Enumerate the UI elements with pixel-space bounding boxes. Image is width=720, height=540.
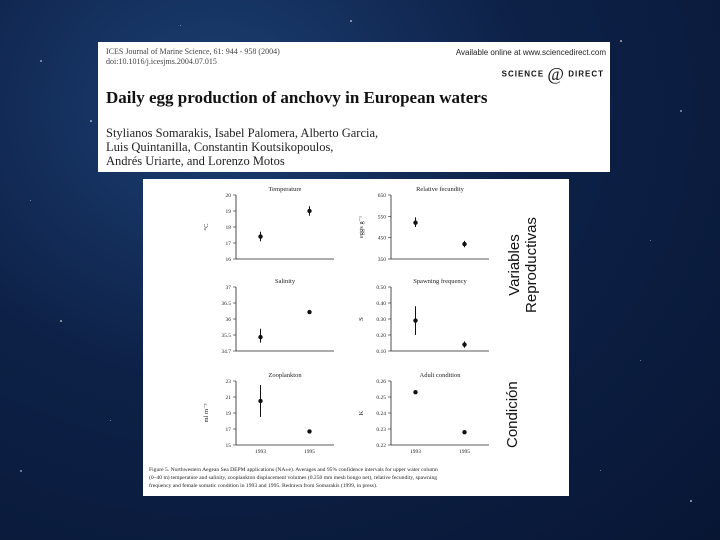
y-axis-label: K: [358, 410, 365, 416]
at-logo-icon: @: [547, 64, 565, 84]
author-line: Luis Quintanilla, Constantin Koutsikopoulos,: [106, 140, 334, 154]
panel-title: Spawning frequency: [413, 278, 467, 285]
y-tick-label: 0.22: [376, 443, 386, 449]
author-line: Stylianos Somarakis, Isabel Palomera, Alberto Garcia,: [106, 126, 379, 140]
y-tick-label: 21: [225, 395, 231, 401]
data-point: [413, 390, 417, 394]
y-tick-label: 550: [377, 214, 386, 221]
paper-header: [98, 42, 610, 172]
y-tick-label: 37: [225, 285, 231, 291]
y-axis-label: eggs g⁻¹: [358, 215, 365, 239]
y-tick-label: 20: [225, 193, 231, 199]
data-point: [258, 234, 262, 238]
y-tick-label: 15: [225, 443, 231, 449]
x-tick-label: 1993: [255, 449, 266, 455]
author-list: [106, 126, 466, 168]
data-point: [413, 221, 417, 225]
y-tick-label: 17: [225, 427, 231, 433]
y-tick-label: 0.50: [376, 285, 386, 291]
journal-info: [106, 47, 280, 67]
y-axis-label: S: [358, 317, 365, 321]
y-tick-label: 34.7: [221, 349, 231, 355]
y-tick-label: 19: [225, 411, 231, 417]
figure-caption-line: Figure 5. Northwestern Aegean Sea DEPM applications (NA±e). Averages and 95% confidence intervals for upper water column: [149, 467, 438, 473]
condition-label: Condición: [504, 381, 521, 448]
y-tick-label: 18: [225, 225, 231, 231]
y-axis-label: °C: [203, 223, 210, 231]
y-tick-label: 350: [377, 257, 386, 263]
panel-title: Salinity: [274, 278, 296, 285]
panel-title: Zooplankton: [268, 372, 302, 379]
reproductive-label-text: Variables Reproductivas: [506, 217, 540, 313]
data-point: [462, 342, 466, 346]
panel-title: Relative fecundity: [416, 186, 464, 193]
author-line: Andrés Uriarte, and Lorenzo Motos: [106, 154, 285, 168]
y-tick-label: 35.5: [221, 333, 231, 339]
y-tick-label: 0.40: [376, 301, 386, 307]
y-tick-label: 650: [377, 193, 386, 199]
reproductive-label: [506, 200, 540, 330]
y-tick-label: 450: [377, 235, 386, 242]
data-point: [413, 318, 417, 322]
x-tick-label: 1995: [304, 449, 315, 455]
data-point: [307, 209, 311, 213]
y-tick-label: 16: [225, 257, 231, 263]
paper-title: Daily egg production of anchovy in European waters: [106, 88, 488, 107]
y-tick-label: 0.20: [376, 333, 386, 339]
y-tick-label: 0.30: [376, 317, 386, 323]
panel-title: Adult condition: [419, 372, 461, 379]
doi-line: doi:10.1016/j.icesjms.2004.07.015: [106, 57, 217, 66]
data-point: [258, 335, 262, 339]
panel-title: Temperature: [268, 186, 302, 193]
figure-caption-line: (0–40 m) temperature and salinity, zooplankton displacement volumes (0.250 mm mesh bongo net), relative fecundity, spawning: [149, 475, 438, 481]
x-tick-label: 1993: [410, 449, 421, 455]
y-tick-label: 0.26: [376, 379, 386, 385]
y-tick-label: 0.24: [376, 411, 386, 417]
data-point: [462, 242, 466, 246]
y-tick-label: 36.5: [221, 301, 231, 307]
data-point: [307, 429, 311, 433]
y-axis-label: ml m⁻³: [203, 403, 210, 423]
y-tick-label: 19: [225, 209, 231, 215]
x-tick-label: 1995: [459, 449, 470, 455]
data-point: [307, 310, 311, 314]
y-tick-label: 0.25: [376, 395, 386, 401]
y-tick-label: 17: [225, 241, 231, 247]
y-tick-label: 0.23: [376, 427, 386, 433]
availability-text: Available online at www.sciencedirect.com: [455, 48, 606, 57]
figure-caption-line: frequency and female somatic condition in 1993 and 1995. Redrawn from Somarakis (1999, in press).: [149, 483, 378, 489]
data-point: [462, 430, 466, 434]
y-tick-label: 23: [225, 379, 231, 385]
data-point: [258, 399, 262, 403]
y-tick-label: 36: [225, 317, 231, 323]
y-tick-label: 0.10: [376, 349, 386, 355]
journal-line: ICES Journal of Marine Science, 61: 944 - 958 (2004): [106, 47, 280, 56]
sciencedirect-logo: SCIENCE @ DIRECT: [501, 64, 604, 84]
